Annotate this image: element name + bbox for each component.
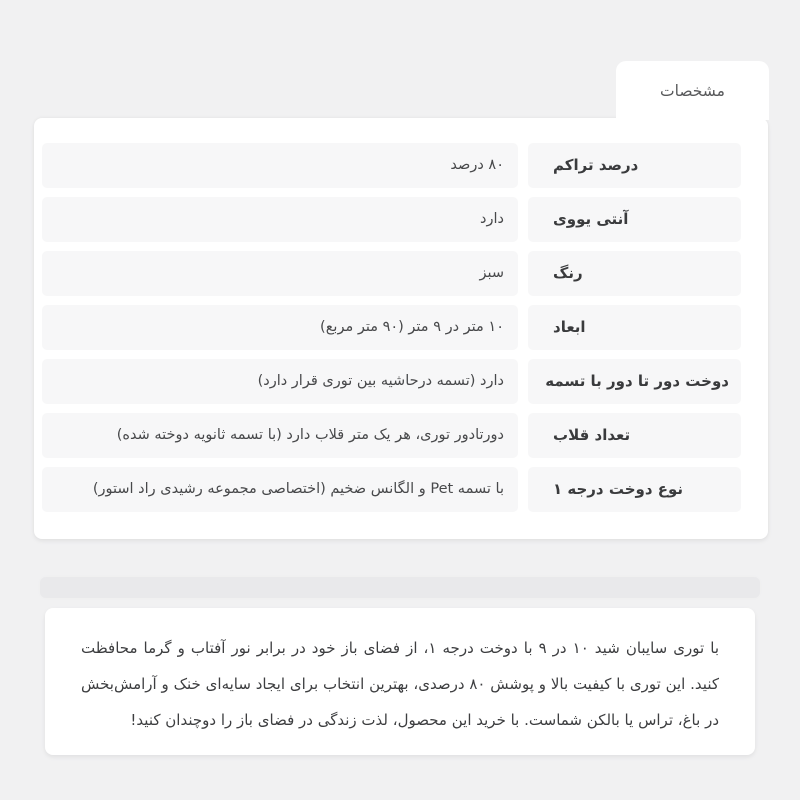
table-row	[42, 413, 741, 458]
spec-label: آنتی یووی	[528, 197, 741, 242]
table-row	[42, 305, 741, 350]
spec-label: درصد تراکم	[528, 143, 741, 188]
spec-label: تعداد قلاب	[528, 413, 741, 458]
specifications-card	[34, 118, 768, 539]
product-description-text: با توری سایبان شید ۱۰ در ۹ با دوخت درجه ۱، از فضای باز خود در برابر نور آفتاب و گرما محافظت کنید. این توری با کیفیت بالا و پوشش ۸۰ درصدی، بهترین انتخاب برای ایجاد سایه‌ای خنک و آرامش‌بخش در باغ، تراس یا بالکن شماست. با خرید این محصول، لذت زندگی در فضای باز را دوچندان کنید!	[81, 639, 719, 729]
spec-label: نوع دوخت درجه ۱	[528, 467, 741, 512]
spec-label: ابعاد	[528, 305, 741, 350]
spec-value: سبز	[42, 251, 518, 296]
tab-specifications-label: مشخصات	[660, 81, 725, 100]
collapsed-section-divider	[40, 577, 760, 598]
spec-value: ۱۰ متر در ۹ متر (۹۰ متر مربع)	[42, 305, 518, 350]
spec-label: دوخت دور تا دور با تسمه	[528, 359, 741, 404]
spec-value: دارد (تسمه درحاشیه بین توری قرار دارد)	[42, 359, 518, 404]
tab-specifications[interactable]	[616, 61, 769, 120]
table-row	[42, 467, 741, 512]
table-row	[42, 197, 741, 242]
spec-value: با تسمه Pet و الگانس ضخیم (اختصاصی مجموعه رشیدی راد استور)	[42, 467, 518, 512]
description-card	[45, 608, 755, 755]
specifications-table	[42, 143, 741, 521]
table-row	[42, 359, 741, 404]
spec-value: دورتادور توری، هر یک متر قلاب دارد (با تسمه ثانویه دوخته شده)	[42, 413, 518, 458]
table-row	[42, 251, 741, 296]
spec-label: رنگ	[528, 251, 741, 296]
spec-value: دارد	[42, 197, 518, 242]
spec-value: ۸۰ درصد	[42, 143, 518, 188]
table-row	[42, 143, 741, 188]
